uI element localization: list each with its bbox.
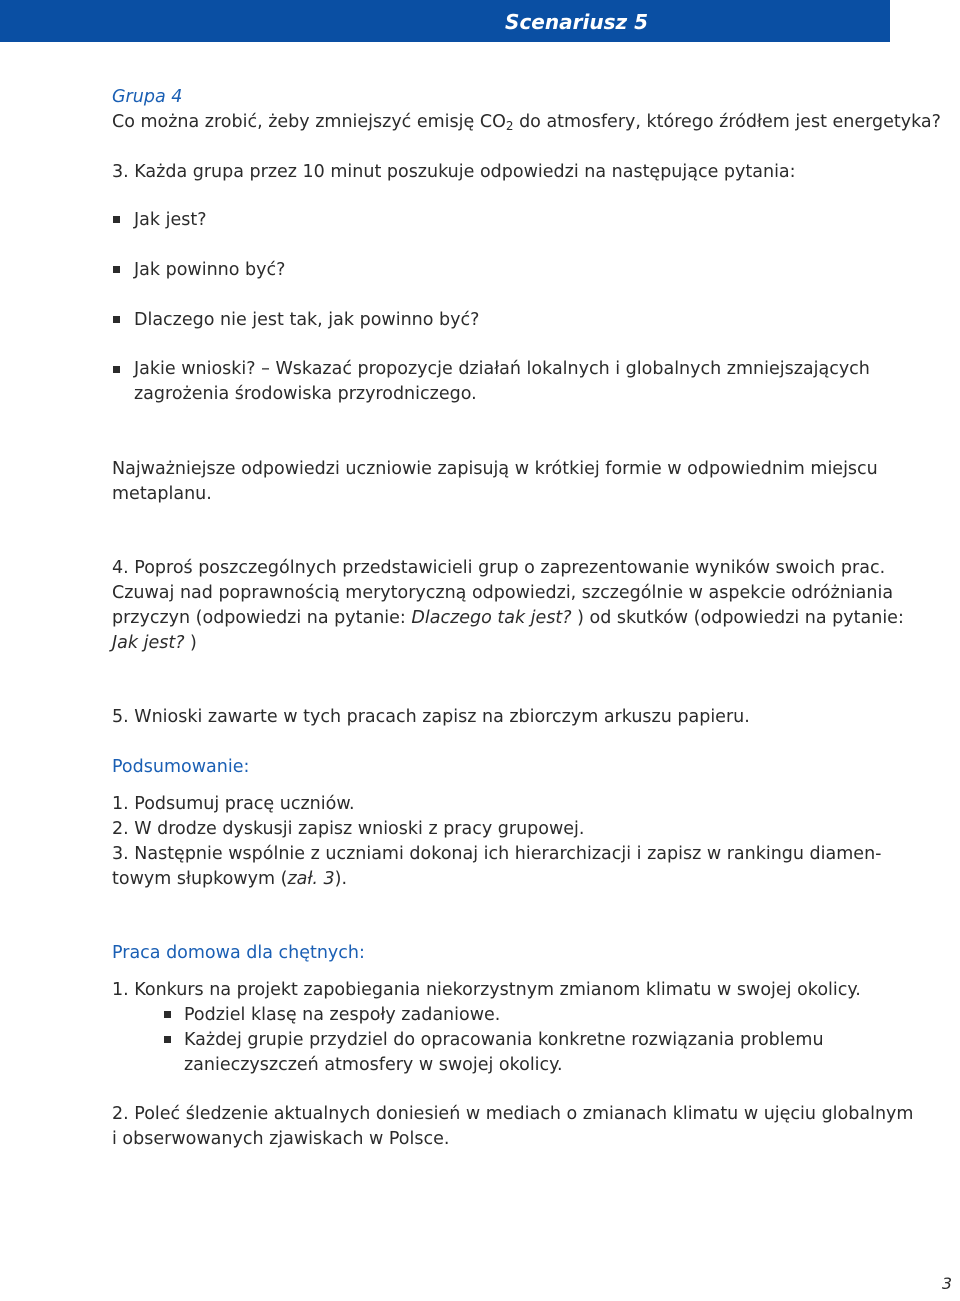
bullet-icon (113, 216, 120, 223)
summary-title: Podsumowanie: (112, 757, 250, 777)
homework-subitem-cont: zanieczyszczeń atmosfery w swojej okolicy. (184, 1055, 563, 1075)
page-header-title: Scenariusz 5 (505, 10, 648, 34)
homework-subitem: Podziel klasę na zespoły zadaniowe. (184, 1005, 501, 1025)
group-question: Co można zrobić, żeby zmniejszyć emisję $CO_2$ do atmosfery, którego źródłem jest energetyka? (112, 112, 941, 133)
question-item: Jak powinno być? (134, 260, 286, 280)
step-3: 3. Każda grupa przez 10 minut poszukuje odpowiedzi na następujące pytania: (112, 162, 796, 182)
step-4-line: Czuwaj nad poprawnością merytoryczną odpowiedzi, szczególnie w aspekcie odróżniania (112, 583, 894, 603)
homework-item: 2. Poleć śledzenie aktualnych doniesień w mediach o zmianach klimatu w ujęciu globalnym (112, 1104, 914, 1124)
note-line: Najważniejsze odpowiedzi uczniowie zapisują w krótkiej formie w odpowiednim miejscu (112, 459, 878, 479)
homework-subitem: Każdej grupie przydziel do opracowania konkretne rozwiązania problemu (184, 1030, 824, 1050)
homework-title: Praca domowa dla chętnych: (112, 943, 365, 963)
step-4-line: Jak jest? ) (112, 633, 197, 653)
bullet-icon (113, 316, 120, 323)
bullet-icon (164, 1011, 171, 1018)
summary-item: 1. Podsumuj pracę uczniów. (112, 794, 355, 814)
note-line: metaplanu. (112, 484, 212, 504)
summary-item: 3. Następnie wspólnie z uczniami dokonaj ich hierarchizacji i zapisz w rankingu diamen- (112, 844, 882, 864)
question-item-conclusions-cont: zagrożenia środowiska przyrodniczego. (134, 384, 477, 404)
question-item-conclusions: Jakie wnioski? – Wskazać propozycje działań lokalnych i globalnych zmniejszających (134, 359, 870, 379)
step-4-line: przyczyn (odpowiedzi na pytanie: Dlaczego tak jest? ) od skutków (odpowiedzi na pytanie: (112, 608, 904, 628)
header-bar (0, 0, 890, 42)
question-item: Dlaczego nie jest tak, jak powinno być? (134, 310, 480, 330)
homework-item-cont: i obserwowanych zjawiskach w Polsce. (112, 1129, 450, 1149)
summary-item-cont: towym słupkowym (zał. 3). (112, 869, 348, 889)
homework-item: 1. Konkurs na projekt zapobiegania niekorzystnym zmianom klimatu w swojej okolicy. (112, 980, 861, 1000)
question-item: Jak jest? (134, 210, 207, 230)
bullet-icon (113, 266, 120, 273)
step-4-line: 4. Poproś poszczególnych przedstawicieli grup o zaprezentowanie wyników swoich prac. (112, 558, 886, 578)
step-5: 5. Wnioski zawarte w tych pracach zapisz na zbiorczym arkuszu papieru. (112, 707, 750, 727)
bullet-icon (113, 366, 120, 373)
group-title: Grupa 4 (112, 87, 183, 107)
page-number: 3 (941, 1274, 952, 1293)
summary-item: 2. W drodze dyskusji zapisz wnioski z pracy grupowej. (112, 819, 585, 839)
bullet-icon (164, 1036, 171, 1043)
